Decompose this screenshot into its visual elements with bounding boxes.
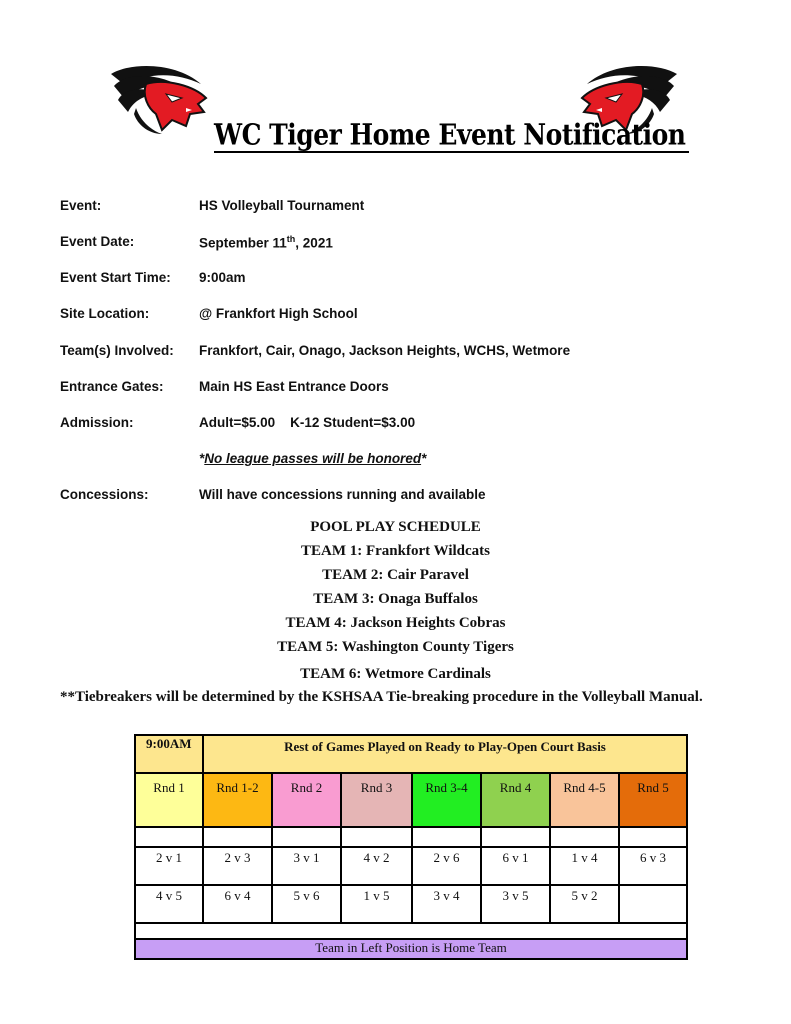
- tiebreaker-note: **Tiebreakers will be determined by the KSHSAA Tie-breaking procedure in the Volleyball Manual.: [60, 689, 703, 705]
- game-cell: 2 v 1: [135, 847, 203, 885]
- tiger-head-icon: [106, 64, 208, 136]
- blank-cell: [619, 827, 687, 847]
- game-cell: 6 v 1: [481, 847, 550, 885]
- game-cell: 1 v 5: [341, 885, 412, 923]
- info-value: 9:00am: [199, 270, 246, 285]
- blank-cell: [203, 827, 272, 847]
- round-cell: Rnd 3-4: [412, 773, 481, 827]
- info-value: Main HS East Entrance Doors: [199, 379, 389, 394]
- game-cell: 6 v 3: [619, 847, 687, 885]
- game-cell: [619, 885, 687, 923]
- blank-cell: [135, 827, 203, 847]
- pool-play-heading: POOL PLAY SCHEDULE: [310, 519, 481, 535]
- blank-cell: [412, 827, 481, 847]
- info-value: HS Volleyball Tournament: [199, 198, 365, 213]
- date-main: September 11: [199, 235, 287, 251]
- round-cell: Rnd 4: [481, 773, 550, 827]
- date-suffix: th: [286, 234, 296, 244]
- game-cell: 5 v 6: [272, 885, 341, 923]
- team-line: TEAM 3: Onaga Buffalos: [313, 591, 478, 607]
- info-label: Team(s) Involved:: [60, 343, 174, 358]
- game-cell: 1 v 4: [550, 847, 619, 885]
- blank-cell: [481, 827, 550, 847]
- info-value: Adult=$5.00 K-12 Student=$3.00: [199, 415, 416, 430]
- info-value: @ Frankfort High School: [199, 306, 358, 321]
- game-cell: 4 v 2: [341, 847, 412, 885]
- round-cell: Rnd 5: [619, 773, 687, 827]
- game-cell: 2 v 3: [203, 847, 272, 885]
- info-label: Event Start Time:: [60, 270, 171, 285]
- title-underline: [214, 151, 689, 153]
- team-line: TEAM 4: Jackson Heights Cobras: [285, 615, 506, 631]
- page-title: WC Tiger Home Event Notification: [214, 118, 686, 152]
- round-cell: Rnd 2: [272, 773, 341, 827]
- game-cell: 4 v 5: [135, 885, 203, 923]
- schedule-table: [134, 734, 688, 960]
- home-team-note: Team in Left Position is Home Team: [135, 939, 687, 959]
- game-cell: 3 v 5: [481, 885, 550, 923]
- game-cell: 2 v 6: [412, 847, 481, 885]
- info-label: Admission:: [60, 415, 134, 430]
- spacer-row: [135, 923, 687, 939]
- admission-note: [199, 451, 426, 466]
- game-cell: 3 v 4: [412, 885, 481, 923]
- time-header: 9:00AM: [135, 735, 203, 773]
- rest-header: Rest of Games Played on Ready to Play-Open Court Basis: [203, 735, 687, 773]
- date-year: , 2021: [295, 235, 333, 251]
- spacer-cell: [135, 923, 687, 939]
- game-cell: 3 v 1: [272, 847, 341, 885]
- info-label: Concessions:: [60, 487, 149, 502]
- rounds-row: [135, 773, 687, 827]
- blank-cell: [272, 827, 341, 847]
- round-cell: Rnd 3: [341, 773, 412, 827]
- info-value: Will have concessions running and available: [199, 487, 486, 502]
- game-cell: 5 v 2: [550, 885, 619, 923]
- info-value: Frankfort, Cair, Onago, Jackson Heights, WCHS, Wetmore: [199, 343, 571, 358]
- info-label: Event:: [60, 198, 102, 213]
- blank-cell: [341, 827, 412, 847]
- blank-cell: [550, 827, 619, 847]
- info-value: [199, 234, 333, 251]
- table-header-row: [135, 735, 687, 773]
- note-suffix: *: [421, 451, 427, 466]
- team-line: TEAM 1: Frankfort Wildcats: [300, 543, 491, 559]
- games-row: [135, 847, 687, 885]
- team-line: TEAM 6: Wetmore Cardinals: [300, 666, 491, 682]
- team-line: TEAM 5: Washington County Tigers: [277, 639, 514, 655]
- note-prefix: *: [199, 451, 205, 466]
- round-cell: Rnd 4-5: [550, 773, 619, 827]
- round-cell: Rnd 1-2: [203, 773, 272, 827]
- game-cell: 6 v 4: [203, 885, 272, 923]
- info-label: Event Date:: [60, 234, 135, 249]
- team-line: TEAM 2: Cair Paravel: [322, 567, 469, 583]
- info-label: Site Location:: [60, 306, 150, 321]
- blank-row: [135, 827, 687, 847]
- note-text: No league passes will be honored: [204, 451, 422, 466]
- footer-row: [135, 939, 687, 959]
- info-label: Entrance Gates:: [60, 379, 164, 394]
- round-cell: Rnd 1: [135, 773, 203, 827]
- games-row: [135, 885, 687, 923]
